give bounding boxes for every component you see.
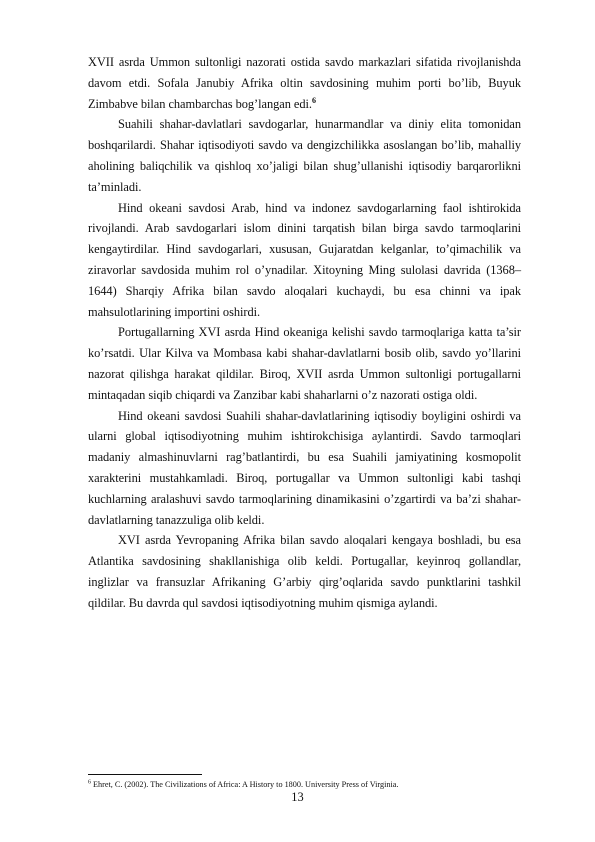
paragraph-4: Portugallarning XVI asrda Hind okeaniga kelishi savdo tarmoqlariga katta ta’sir ko’rsatdi. Ular Kilva va Mombasa kabi shahar-davlatlarni bosib olib, savdo yo’llarini nazorat qilishga harakat qildilar. Biroq, XVII asrda Ummon sultonligi portugallarni mintaqadan siqib chiqardi va Zanzibar kabi shaharlarni o’z nazorati ostiga oldi.: [88, 325, 521, 402]
footnote-reference[interactable]: 6: [311, 95, 316, 105]
paragraph-6: XVI asrda Yevropaning Afrika bilan savdo aloqalari kengaya boshladi, bu esa Atlantika savdosining shakllanishiga olib keldi. Portugallar, keyinroq gollandlar, inglizlar va fransuzlar Afrikaning G’arbiy qirg’oqlarida savdo punktlarini tashkil qildilar. Bu davrda qul savdosi iqtisodiyotning muhim qismiga aylandi.: [88, 533, 521, 610]
document-body: [88, 52, 521, 614]
footnote: [88, 779, 521, 790]
paragraph-5: Hind okeani savdosi Suahili shahar-davlatlarining iqtisodiy boyligini oshirdi va ularni global iqtisodiyotning muhim ishtirokchisiga aylantirdi. Savdo tarmoqlari madaniy almashinuvlarni rag’batlantirdi, bu esa Suahili jamiyatining kosmopolit xarakterini mustahkamladi. Biroq, portugallar va Ummon sultonligi kabi tashqi kuchlarning aralashuvi savdo tarmoqlarining dinamikasini o’zgartirdi va ba’zi shahar-davlatlarning tanazzuliga olib keldi.: [88, 408, 521, 527]
footnote-number: 6: [88, 779, 91, 786]
footnote-separator: [88, 774, 202, 775]
paragraph-1: [88, 52, 521, 114]
page-number: 13: [291, 790, 304, 804]
paragraph-1-text: XVII asrda Ummon sultonligi nazorati ostida savdo markazlari sifatida rivojlanishda davom etdi. Sofala Janubiy Afrika oltin savdosining muhim porti bo’lib, Buyuk Zimbabve bilan chambarchas bog’langan edi.: [88, 55, 521, 111]
footnote-text: Ehret, C. (2002). The Civilizations of Africa: A History to 1800. University Press of Virginia.: [93, 780, 399, 789]
paragraph-3: Hind okeani savdosi Arab, hind va indonez savdogarlarning faol ishtirokida rivojlandi. Arab savdogarlari islom dinini tarqatish bilan birga savdo tarmoqlarini kengaytirdilar. Hind savdogarlari, xususan, Gujaratdan kelganlar, to’qimachilik va ziravorlar savdosida muhim rol o’ynadilar. Xitoyning Ming sulolasi davrida (1368–1644) Sharqiy Afrika bilan savdo aloqalari kuchaydi, bu esa chinni va ipak mahsulotlarining importini oshirdi.: [88, 200, 521, 319]
paragraph-2: Suahili shahar-davlatlari savdogarlar, hunarmandlar va diniy elita tomonidan boshqarilardi. Shahar iqtisodiyoti savdo va dengizchilikka asoslangan bo’lib, mahalliy aholining baliqchilik va qishloq xo’jaligi bilan shug’ullanishi iqtisodiy barqarorlikni ta’minladi.: [88, 117, 521, 194]
